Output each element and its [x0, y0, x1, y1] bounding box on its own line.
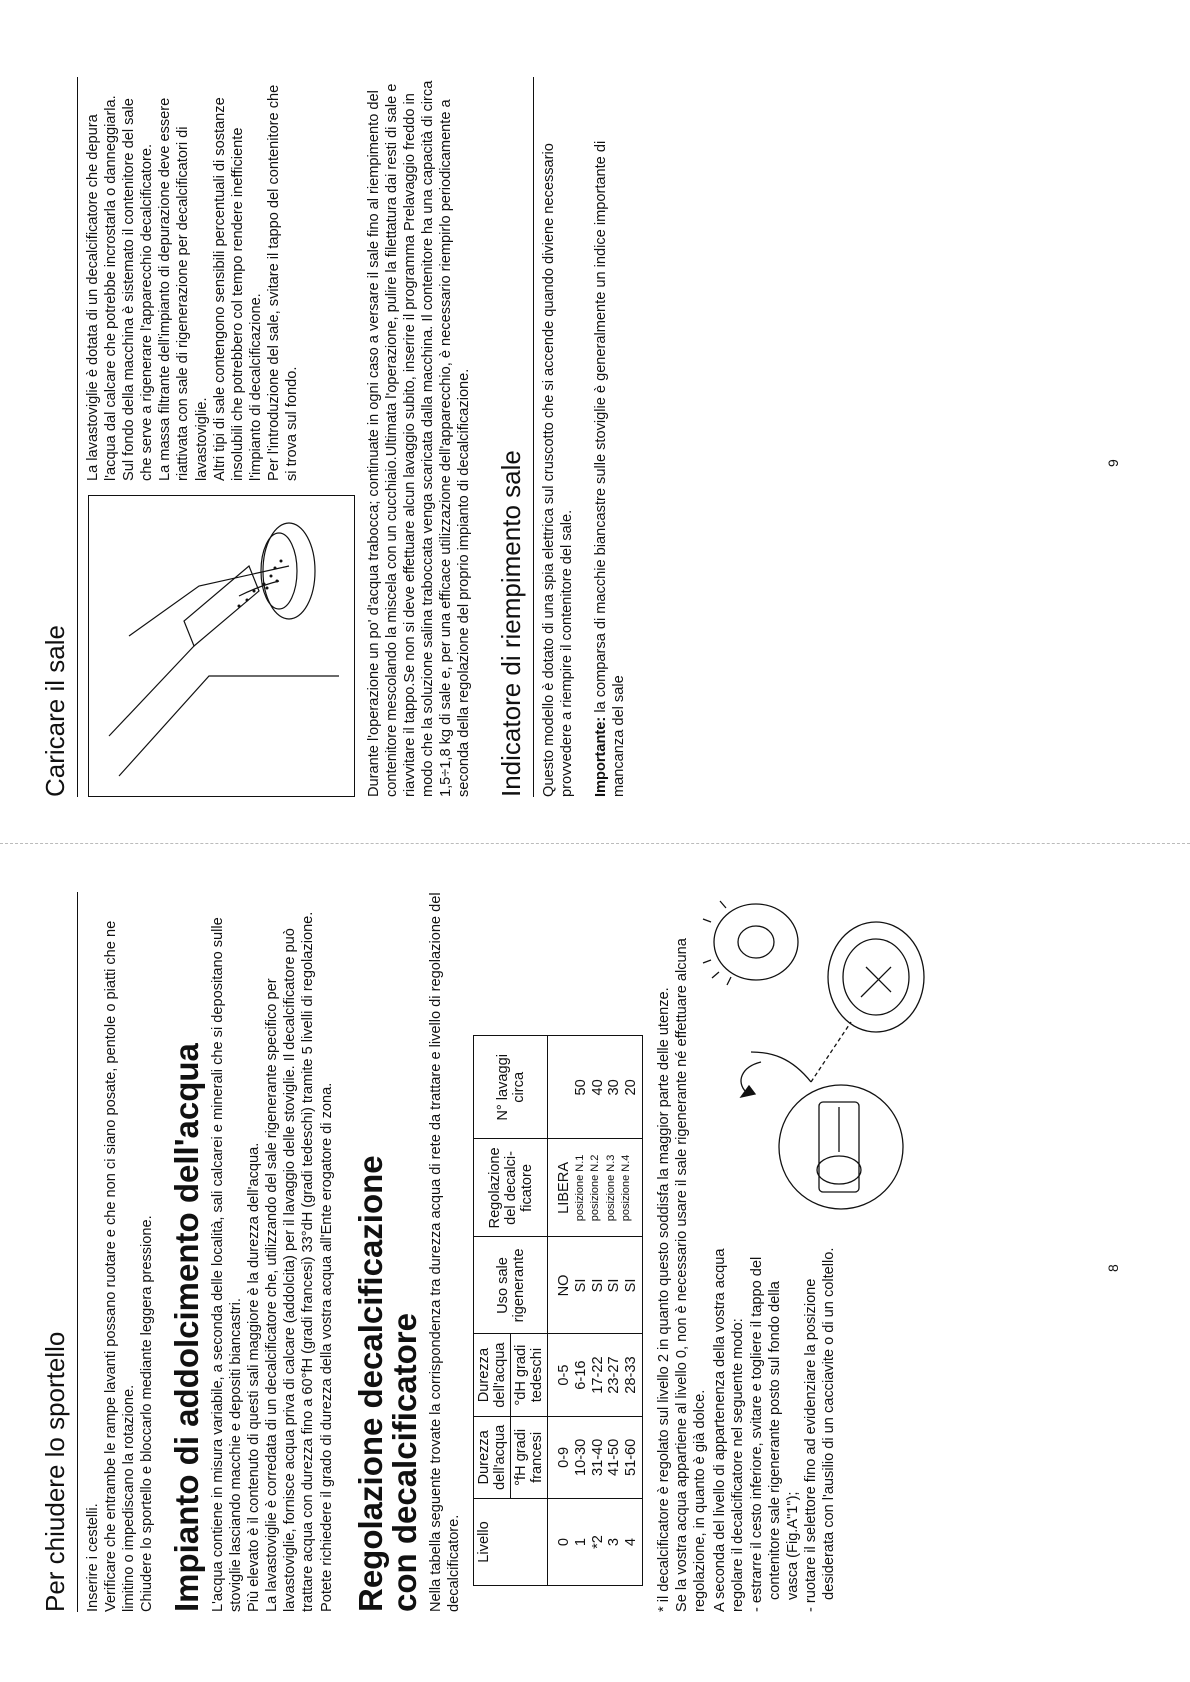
- important-note: [592, 77, 628, 797]
- step-1: - estrarre il cesto inferiore, svitare e togliere il tappo del contenitore sale rigenerante posto sul fondo della vasca (Fig.A"1");: [748, 1256, 801, 1612]
- page-fold-line: [0, 843, 1190, 844]
- table-note: * il decalcificatore è regolato sul livello 2 in quanto questo soddisfa la maggior parte delle utenze. Se la vostra acqua appartiene al livello 0, non è necessario usare il sale rigenerante né effettuare alcuna regolazione, in quanto è già dolce.: [656, 938, 709, 1612]
- page-number-9: 9: [1105, 459, 1121, 467]
- col-lavaggi: 50 40 30 20: [548, 1036, 643, 1139]
- decalcification-title-line1: Regolazione decalcificazione: [351, 1155, 389, 1612]
- reg-libera: LIBERA: [556, 1161, 573, 1214]
- important-label: Importante:: [592, 716, 609, 797]
- page-9: [40, 77, 1150, 797]
- th-durezza-fr: Durezza dell'acqua: [474, 1416, 511, 1498]
- col-dh: 0-5 6-16 17-22 23-27 28-33: [548, 1334, 643, 1416]
- decalcification-text: Nella tabella seguente trovate la corrispondenza tra durezza acqua di rete da trattare e livello di regolazione del decalcificatore.: [427, 892, 463, 1612]
- salt-loading-illustration: [89, 496, 354, 796]
- section-title-close-door: Per chiudere lo sportello: [40, 892, 78, 1612]
- reg-positions: posizione N.1 posizione N.2 posizione N.3 posizione N.4: [573, 1154, 633, 1222]
- th-dh-sub: °dH gradi tedeschi: [511, 1334, 548, 1416]
- th-livello: Livello: [474, 1499, 548, 1586]
- th-uso-sale: Uso sale rigenerante: [474, 1237, 548, 1334]
- close-door-text: Inserire i cestelli. Verificare che entrambe le rampe lavanti possano ruotare e che non ci siano posate, pentole o piatti che ne limitino o impediscano la rotazione. Chiudere lo sportello e bloccarlo mediante leggera pressione.: [85, 920, 156, 1612]
- adjust-steps: [711, 1242, 838, 1612]
- col-livello: 0 1 *2 3 4: [548, 1499, 643, 1586]
- col-uso: NO SI SI SI SI: [548, 1237, 643, 1334]
- page-8: [40, 892, 1150, 1612]
- col-regolazione: [548, 1139, 643, 1237]
- section-title-softener: Impianto di addolcimento dell'acqua: [168, 1043, 206, 1612]
- th-lavaggi: N° lavaggi circa: [474, 1036, 548, 1139]
- th-regolazione: Regolazione del decalci-ficatore: [474, 1139, 548, 1237]
- softener-text: L'acqua contiene in misura variabile, a seconda delle località, sali calcarei e minerali che si depositano sulle stoviglie lasciando macchie e depositi biancastri. Più elevato è il contenuto di questi sali maggiore è la durezza dell'acqua. La lavastoviglie è corredata di un decalcificatore che, utilizzando del sale rigenerante specifico per lavastoviglie, fornisce acqua priva di calcare (addolcita) per il lavaggio delle stoviglie. Il decalcificatore può trattare acqua con durezza fino a 60°fH (gradi francesi) 33°dH (gradi tedeschi) tramite 5 livelli di regolazione. Potete richiedere il grado di durezza della vostra acqua all'Ente erogatore di zona.: [210, 911, 335, 1612]
- decalcification-title-line2: con decalcificatore: [386, 1313, 424, 1612]
- salt-indicator-text: Questo modello è dotato di una spia elettrica sul cruscotto che si accende quando diviene necessario provvedere a riempire il contenitore del sale.: [540, 143, 575, 797]
- step-2: - ruotare il selettore fino ad evidenziare la posizione desiderata con l'ausilio di un cacciavite o di un coltello.: [802, 1247, 837, 1612]
- section-title-load-salt: Caricare il sale: [40, 77, 78, 797]
- steps-intro: A seconda del livello di appartenenza della vostra acqua regolare il decalcificatore nel seguente modo:: [712, 1248, 747, 1612]
- section-title-decalcification: [351, 892, 424, 1612]
- load-salt-side-text: La lavastoviglie è dotata di un decalcificatore che depura l'acqua dal calcare che potrebbe incrostarla o danneggiarla. Sul fondo della macchina è sistemato il contenitore del sale che serve a rigenerare l'apparecchio decalcificatore. La massa filtrante dell'impianto di depurazione deve essere riattivata con sale di rigenerazione per decalcificatori di lavastoviglie. Altri tipi di sale contengono sensibili percentuali di sostanze insolubili che potrebbero col tempo rendere inefficiente l'impianto di decalcificazione. Per l'introduzione del sale, svitare il tappo del contenitore che si trova sul fondo.: [85, 84, 301, 481]
- load-salt-text: Durante l'operazione un po' d'acqua trabocca; continuate in ogni caso a versare il sale fino al riempimento del contenitore mescolando la miscela con un cucchiaio.Ultimata l'operazione, pulire la filettatura dai resti di sale e riavvitare il tappo.Se non si deve effettuare alcun lavaggio subito, inserire il programma Prelavaggio freddo in modo che la soluzione salina traboccata venga scaricata dalla macchina. Il contenitore ha una capacità di circa 1,5÷1,8 kg di sale e, per una efficace utilizzazione dell'apparecchio, è necessario riempirlo periodicamente a seconda della regolazione del proprio impianto di decalcificazione.: [366, 80, 473, 797]
- salt-loading-figure: [88, 495, 355, 797]
- col-fh: 0-9 10-30 31-40 41-50 51-60: [548, 1416, 643, 1498]
- page-number-8: 8: [1105, 1264, 1121, 1272]
- section-title-salt-indicator: Indicatore di riempimento sale: [496, 77, 534, 797]
- th-fh-sub: °fH gradi francesi: [511, 1416, 548, 1498]
- th-durezza-de: Durezza dell'acqua: [474, 1334, 511, 1416]
- selector-illustration: [701, 892, 941, 1232]
- hardness-table: [473, 1035, 643, 1586]
- important-text: la comparsa di macchie biancastre sulle stoviglie è generalmente un indice importante di mancanza del sale: [592, 140, 627, 797]
